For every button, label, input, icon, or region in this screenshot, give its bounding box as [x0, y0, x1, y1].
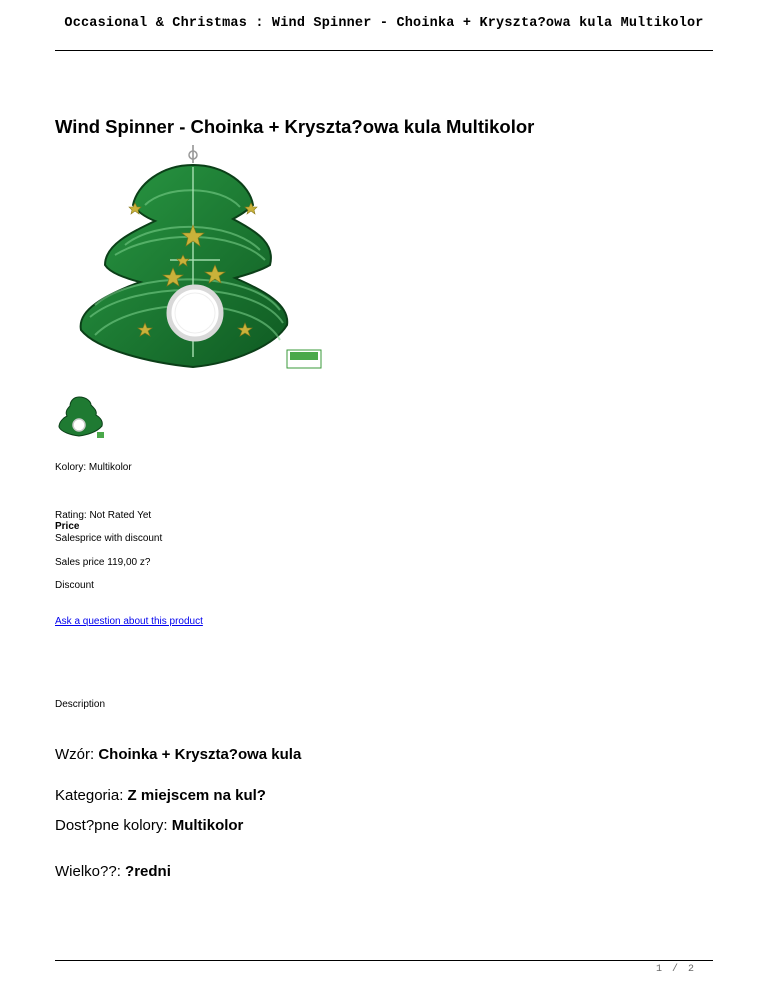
attribute-label: Wzór: [55, 746, 99, 763]
attribute-category [55, 787, 266, 804]
product-title: Wind Spinner - Choinka + Kryszta?owa kula Multikolor [55, 116, 535, 137]
ask-question-link[interactable]: Ask a question about this product [55, 616, 203, 627]
colors-line: Kolory: Multikolor [55, 462, 132, 473]
attribute-label: Kategoria: [55, 787, 128, 804]
salesprice-with-discount-label: Salesprice with discount [55, 533, 163, 544]
attribute-value: Multikolor [171, 817, 244, 834]
page-indicator: 1 / 2 [655, 964, 696, 975]
footer-divider [55, 960, 713, 961]
rating-line: Rating: Not Rated Yet [55, 510, 152, 521]
attribute-value: Z miejscem na kul? [127, 787, 266, 804]
ask-question-link-wrap [55, 616, 203, 627]
attribute-value: Choinka + Kryszta?owa kula [98, 746, 302, 763]
header-divider [55, 50, 713, 51]
page-header-title: Occasional & Christmas : Wind Spinner - Choinka + Kryszta?owa kula Multikolor [64, 16, 704, 31]
christmas-tree-thumbnail-icon [57, 393, 105, 440]
attribute-value: ?redni [125, 863, 171, 880]
attribute-pattern [55, 746, 301, 763]
attribute-label: Dost?pne kolory: [55, 817, 172, 834]
sales-price-line: Sales price 119,00 z? [55, 557, 151, 568]
description-label: Description [55, 699, 106, 710]
discount-label: Discount [55, 580, 94, 591]
price-heading: Price [55, 521, 80, 532]
product-image [75, 145, 325, 370]
product-thumbnail[interactable] [57, 393, 105, 440]
christmas-tree-spinner-icon [75, 145, 325, 370]
attribute-label: Wielko??: [55, 863, 126, 880]
attribute-size [55, 863, 171, 880]
attribute-colors [55, 817, 243, 834]
